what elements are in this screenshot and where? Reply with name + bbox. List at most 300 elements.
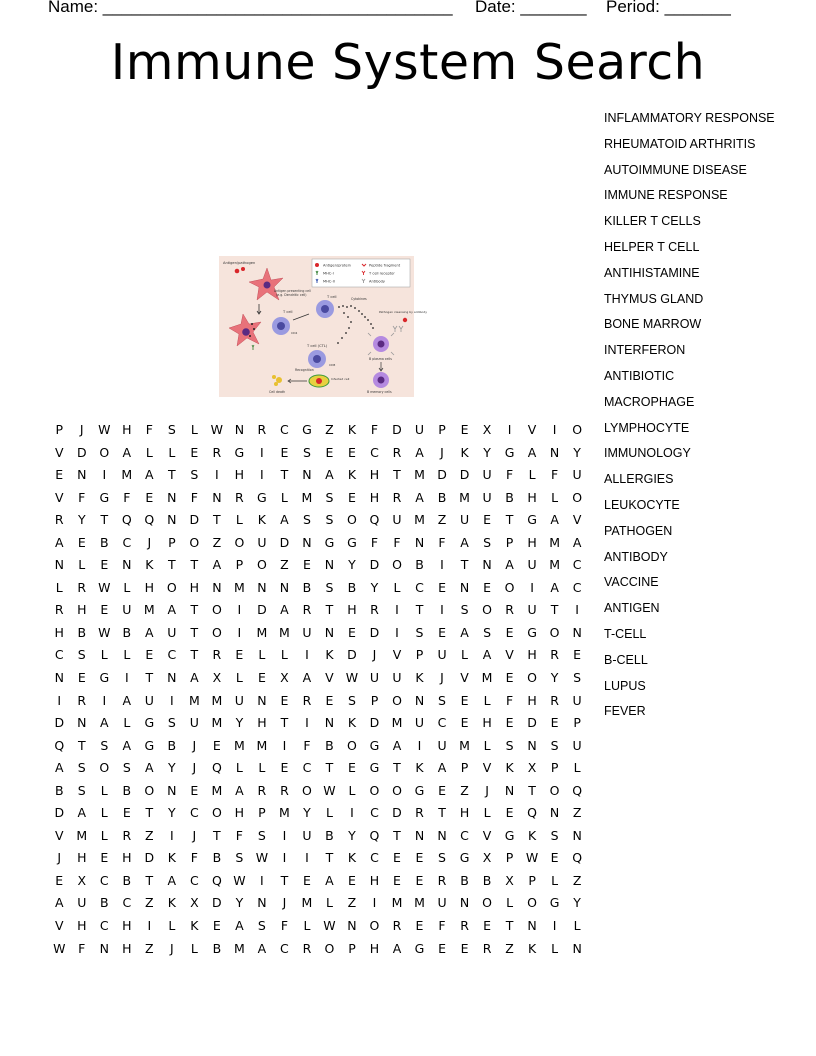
grid-letter[interactable]: M (414, 895, 425, 911)
grid-letter[interactable]: L (190, 422, 198, 437)
grid-letter[interactable]: A (437, 760, 447, 776)
grid-letter[interactable]: S (550, 737, 559, 753)
grid-letter[interactable]: Z (280, 557, 289, 573)
grid-letter[interactable]: O (234, 534, 245, 550)
grid-letter[interactable]: M (211, 782, 223, 798)
grid-letter[interactable]: D (347, 647, 357, 663)
grid-letter[interactable]: P (258, 805, 266, 821)
grid-letter[interactable]: G (234, 444, 245, 460)
grid-letter[interactable]: A (54, 534, 64, 550)
grid-letter[interactable]: F (505, 467, 514, 483)
grid-letter[interactable]: U (392, 670, 402, 686)
grid-letter[interactable]: E (505, 805, 514, 821)
grid-letter[interactable]: R (392, 918, 402, 934)
grid-letter[interactable]: Y (168, 760, 176, 776)
grid-letter[interactable]: V (460, 670, 469, 686)
grid-letter[interactable]: D (369, 715, 380, 731)
grid-letter[interactable]: I (305, 850, 309, 866)
grid-letter[interactable]: K (460, 444, 469, 460)
grid-letter[interactable]: M (279, 624, 290, 640)
grid-letter[interactable]: E (550, 850, 559, 866)
grid-letter[interactable]: N (234, 422, 245, 437)
grid-letter[interactable]: L (123, 579, 131, 595)
grid-letter[interactable]: R (302, 602, 312, 618)
grid-letter[interactable]: C (370, 805, 379, 821)
grid-letter[interactable]: I (102, 692, 107, 708)
grid-letter[interactable]: R (392, 489, 402, 505)
grid-letter[interactable]: C (415, 579, 424, 595)
grid-letter[interactable]: M (188, 692, 200, 708)
grid-letter[interactable]: I (282, 827, 287, 843)
grid-letter[interactable]: G (99, 489, 110, 505)
grid-letter[interactable]: T (213, 827, 221, 843)
grid-letter[interactable]: B (122, 872, 132, 888)
grid-letter[interactable]: J (282, 895, 287, 911)
grid-letter[interactable]: K (167, 895, 176, 911)
grid-letter[interactable]: C (99, 918, 109, 934)
grid-letter[interactable]: O (302, 782, 312, 798)
grid-letter[interactable]: B (100, 895, 109, 911)
grid-letter[interactable]: S (325, 579, 334, 595)
grid-letter[interactable]: B (302, 579, 312, 595)
grid-letter[interactable]: G (414, 940, 425, 956)
grid-letter[interactable]: I (372, 895, 377, 911)
grid-letter[interactable]: E (280, 692, 289, 708)
grid-letter[interactable]: U (414, 715, 425, 731)
grid-letter[interactable]: U (459, 512, 470, 528)
grid-letter[interactable]: U (482, 467, 492, 483)
grid-letter[interactable]: F (280, 918, 289, 934)
grid-letter[interactable]: L (303, 918, 311, 934)
grid-letter[interactable]: O (144, 782, 155, 798)
grid-letter[interactable]: N (414, 827, 425, 843)
grid-letter[interactable]: E (438, 579, 446, 595)
grid-letter[interactable]: M (414, 512, 425, 528)
grid-letter[interactable]: A (54, 895, 64, 911)
grid-letter[interactable]: I (507, 422, 512, 437)
grid-letter[interactable]: I (169, 692, 174, 708)
grid-letter[interactable]: M (256, 624, 268, 640)
grid-letter[interactable]: I (417, 737, 422, 753)
grid-letter[interactable]: S (438, 850, 446, 866)
grid-letter[interactable]: E (438, 782, 446, 798)
grid-letter[interactable]: S (190, 467, 199, 483)
grid-letter[interactable]: X (505, 872, 514, 888)
grid-letter[interactable]: C (572, 579, 582, 595)
grid-letter[interactable]: H (369, 467, 380, 483)
grid-letter[interactable]: M (459, 489, 470, 505)
grid-letter[interactable]: J (485, 782, 489, 798)
grid-letter[interactable]: H (54, 624, 64, 640)
grid-letter[interactable]: Q (572, 850, 583, 866)
grid-letter[interactable]: A (572, 534, 582, 550)
grid-letter[interactable]: O (369, 918, 380, 934)
grid-letter[interactable]: R (550, 692, 559, 708)
grid-letter[interactable]: S (325, 489, 334, 505)
grid-letter[interactable]: A (280, 512, 289, 528)
grid-letter[interactable]: S (77, 647, 86, 663)
grid-letter[interactable]: L (235, 670, 243, 686)
grid-letter[interactable]: N (437, 827, 447, 843)
grid-letter[interactable]: E (235, 647, 244, 663)
grid-letter[interactable]: E (325, 692, 334, 708)
grid-letter[interactable]: D (527, 715, 537, 731)
grid-letter[interactable]: O (527, 670, 537, 686)
grid-letter[interactable]: M (143, 602, 155, 618)
grid-letter[interactable]: J (57, 850, 62, 866)
grid-letter[interactable]: A (145, 624, 154, 640)
grid-letter[interactable]: N (459, 895, 470, 911)
grid-letter[interactable]: Y (550, 670, 559, 686)
grid-letter[interactable]: T (145, 805, 154, 821)
grid-letter[interactable]: O (99, 444, 110, 460)
grid-letter[interactable]: K (415, 670, 424, 686)
grid-letter[interactable]: W (525, 850, 539, 866)
grid-letter[interactable]: H (122, 940, 132, 956)
grid-letter[interactable]: K (167, 850, 176, 866)
grid-letter[interactable]: B (505, 489, 514, 505)
grid-letter[interactable]: T (528, 782, 536, 798)
grid-letter[interactable]: L (573, 760, 581, 776)
grid-letter[interactable]: L (280, 489, 288, 505)
grid-letter[interactable]: H (527, 647, 537, 663)
grid-letter[interactable]: L (551, 872, 559, 888)
grid-letter[interactable]: E (505, 715, 514, 731)
grid-letter[interactable]: R (302, 940, 312, 956)
grid-letter[interactable]: W (323, 918, 336, 934)
grid-letter[interactable]: T (325, 602, 334, 618)
grid-letter[interactable]: S (257, 827, 266, 843)
grid-letter[interactable]: A (460, 624, 469, 640)
grid-letter[interactable]: E (393, 850, 401, 866)
grid-letter[interactable]: D (54, 715, 65, 731)
grid-letter[interactable]: P (550, 760, 559, 776)
grid-letter[interactable]: L (506, 895, 514, 911)
grid-letter[interactable]: L (258, 647, 266, 663)
grid-letter[interactable]: L (348, 782, 356, 798)
grid-letter[interactable]: E (438, 940, 446, 956)
grid-letter[interactable]: S (167, 715, 176, 731)
grid-letter[interactable]: V (392, 647, 402, 663)
grid-letter[interactable]: O (504, 579, 515, 595)
grid-letter[interactable]: N (527, 737, 537, 753)
grid-letter[interactable]: O (572, 489, 583, 505)
grid-letter[interactable]: J (440, 670, 444, 686)
grid-letter[interactable]: A (122, 692, 132, 708)
grid-letter[interactable]: K (347, 715, 357, 731)
grid-letter[interactable]: M (549, 534, 560, 550)
grid-letter[interactable]: Q (211, 760, 222, 776)
grid-letter[interactable]: Q (572, 782, 583, 798)
grid-letter[interactable]: C (302, 760, 312, 776)
grid-letter[interactable]: L (123, 715, 131, 731)
grid-letter[interactable]: X (527, 760, 537, 776)
grid-letter[interactable]: I (237, 602, 242, 618)
grid-letter[interactable]: U (572, 467, 582, 483)
grid-letter[interactable]: H (482, 715, 492, 731)
grid-letter[interactable]: E (100, 557, 109, 573)
grid-letter[interactable]: A (145, 760, 154, 776)
grid-letter[interactable]: S (483, 624, 492, 640)
grid-letter[interactable]: H (189, 579, 200, 595)
grid-letter[interactable]: O (572, 422, 583, 437)
grid-letter[interactable]: T (393, 760, 401, 776)
grid-letter[interactable]: A (325, 872, 334, 888)
grid-letter[interactable]: E (190, 782, 199, 798)
grid-letter[interactable]: H (369, 489, 380, 505)
grid-letter[interactable]: U (437, 737, 447, 753)
grid-letter[interactable]: G (257, 489, 267, 505)
grid-letter[interactable]: U (482, 489, 492, 505)
grid-letter[interactable]: P (460, 760, 469, 776)
grid-letter[interactable]: E (505, 670, 514, 686)
grid-letter[interactable]: O (482, 602, 492, 618)
grid-letter[interactable]: O (347, 737, 357, 753)
grid-letter[interactable]: W (233, 872, 246, 888)
grid-letter[interactable]: E (550, 715, 559, 731)
grid-letter[interactable]: R (257, 782, 267, 798)
grid-letter[interactable]: E (280, 444, 289, 460)
grid-letter[interactable]: L (123, 647, 131, 663)
grid-letter[interactable]: S (122, 760, 131, 776)
grid-letter[interactable]: G (144, 737, 155, 753)
grid-letter[interactable]: O (99, 760, 110, 776)
grid-letter[interactable]: A (145, 467, 154, 483)
grid-letter[interactable]: I (530, 579, 534, 595)
grid-letter[interactable]: V (325, 670, 334, 686)
grid-letter[interactable]: O (549, 782, 560, 798)
grid-letter[interactable]: U (392, 512, 402, 528)
grid-letter[interactable]: M (233, 940, 245, 956)
grid-letter[interactable]: L (551, 940, 559, 956)
grid-letter[interactable]: K (347, 422, 357, 437)
grid-letter[interactable]: E (280, 760, 289, 776)
grid-letter[interactable]: N (482, 557, 492, 573)
grid-letter[interactable]: U (527, 602, 537, 618)
grid-letter[interactable]: Z (212, 534, 222, 550)
grid-letter[interactable]: P (505, 850, 514, 866)
grid-letter[interactable]: T (168, 557, 176, 573)
grid-letter[interactable]: A (190, 670, 199, 686)
grid-letter[interactable]: H (527, 692, 537, 708)
grid-letter[interactable]: K (527, 940, 537, 956)
grid-letter[interactable]: T (168, 467, 176, 483)
grid-letter[interactable]: A (235, 782, 244, 798)
grid-letter[interactable]: L (100, 782, 108, 798)
grid-letter[interactable]: B (482, 872, 492, 888)
grid-letter[interactable]: A (235, 918, 244, 934)
grid-letter[interactable]: N (212, 579, 222, 595)
grid-letter[interactable]: T (190, 557, 199, 573)
grid-letter[interactable]: E (55, 872, 64, 888)
grid-letter[interactable]: U (437, 647, 447, 663)
grid-letter[interactable]: I (305, 715, 309, 731)
grid-letter[interactable]: F (505, 692, 514, 708)
grid-letter[interactable]: E (100, 602, 109, 618)
grid-letter[interactable]: B (212, 940, 222, 956)
grid-letter[interactable]: V (54, 444, 64, 460)
grid-letter[interactable]: G (414, 782, 425, 798)
grid-letter[interactable]: Y (483, 444, 491, 460)
grid-letter[interactable]: F (145, 422, 153, 437)
grid-letter[interactable]: H (77, 602, 87, 618)
grid-letter[interactable]: R (280, 782, 289, 798)
grid-letter[interactable]: G (527, 512, 537, 528)
grid-letter[interactable]: L (100, 647, 108, 663)
grid-letter[interactable]: F (123, 489, 131, 505)
grid-letter[interactable]: A (257, 940, 267, 956)
grid-letter[interactable]: A (392, 737, 402, 753)
grid-letter[interactable]: F (303, 737, 311, 753)
grid-letter[interactable]: R (370, 602, 379, 618)
grid-letter[interactable]: Q (144, 512, 155, 528)
grid-letter[interactable]: T (280, 872, 289, 888)
grid-letter[interactable]: T (190, 624, 199, 640)
grid-letter[interactable]: B (325, 737, 334, 753)
grid-letter[interactable]: F (370, 534, 379, 550)
grid-letter[interactable]: F (78, 489, 86, 505)
grid-letter[interactable]: N (122, 557, 132, 573)
grid-letter[interactable]: F (438, 534, 446, 550)
grid-letter[interactable]: E (483, 512, 491, 528)
grid-letter[interactable]: W (53, 940, 66, 956)
grid-letter[interactable]: T (505, 512, 514, 528)
grid-letter[interactable]: H (257, 715, 267, 731)
grid-letter[interactable]: R (77, 579, 87, 595)
grid-letter[interactable]: A (54, 760, 64, 776)
grid-letter[interactable]: Y (235, 895, 244, 911)
grid-letter[interactable]: U (527, 557, 537, 573)
grid-letter[interactable]: B (54, 782, 64, 798)
grid-letter[interactable]: I (237, 624, 242, 640)
grid-letter[interactable]: I (260, 467, 264, 483)
grid-letter[interactable]: N (279, 579, 290, 595)
grid-letter[interactable]: R (392, 444, 402, 460)
grid-letter[interactable]: L (461, 647, 469, 663)
grid-letter[interactable]: S (257, 918, 266, 934)
grid-letter[interactable]: O (347, 512, 357, 528)
grid-letter[interactable]: Z (437, 512, 447, 528)
grid-letter[interactable]: E (257, 670, 266, 686)
grid-letter[interactable]: U (122, 602, 132, 618)
date-field[interactable]: Date: _______ (475, 0, 587, 16)
grid-letter[interactable]: W (255, 850, 269, 866)
grid-letter[interactable]: N (212, 489, 222, 505)
grid-letter[interactable]: Z (145, 940, 154, 956)
grid-letter[interactable]: M (211, 692, 223, 708)
grid-letter[interactable]: C (54, 647, 64, 663)
grid-letter[interactable]: N (414, 534, 425, 550)
grid-letter[interactable]: H (527, 489, 537, 505)
grid-letter[interactable]: Z (347, 895, 357, 911)
grid-letter[interactable]: S (415, 624, 424, 640)
grid-letter[interactable]: L (100, 805, 108, 821)
grid-letter[interactable]: C (189, 805, 199, 821)
grid-letter[interactable]: O (166, 579, 177, 595)
grid-letter[interactable]: I (395, 624, 399, 640)
grid-letter[interactable]: H (122, 918, 132, 934)
grid-letter[interactable]: N (324, 557, 335, 573)
grid-letter[interactable]: F (370, 422, 379, 437)
grid-letter[interactable]: G (527, 624, 537, 640)
grid-letter[interactable]: O (211, 602, 222, 618)
grid-letter[interactable]: W (345, 670, 359, 686)
grid-letter[interactable]: P (438, 422, 446, 437)
grid-letter[interactable]: I (575, 602, 579, 618)
grid-letter[interactable]: H (77, 918, 87, 934)
grid-letter[interactable]: V (54, 827, 64, 843)
name-field[interactable]: Name: _____________________________________ (48, 0, 453, 16)
grid-letter[interactable]: A (527, 444, 537, 460)
grid-letter[interactable]: O (211, 805, 222, 821)
grid-letter[interactable]: T (393, 467, 401, 483)
grid-letter[interactable]: Y (348, 557, 356, 573)
grid-letter[interactable]: S (302, 444, 311, 460)
grid-letter[interactable]: E (505, 624, 514, 640)
grid-letter[interactable]: V (572, 512, 582, 528)
grid-letter[interactable]: N (167, 782, 177, 798)
grid-letter[interactable]: N (572, 940, 582, 956)
grid-letter[interactable]: L (483, 692, 491, 708)
grid-letter[interactable]: E (122, 805, 131, 821)
grid-letter[interactable]: R (212, 647, 222, 663)
grid-letter[interactable]: I (57, 692, 62, 708)
grid-letter[interactable]: P (573, 715, 581, 731)
grid-letter[interactable]: H (234, 805, 245, 821)
grid-letter[interactable]: Q (121, 512, 132, 528)
grid-letter[interactable]: B (167, 737, 177, 753)
grid-letter[interactable]: M (233, 579, 245, 595)
grid-letter[interactable]: I (350, 805, 354, 821)
grid-letter[interactable]: E (348, 624, 356, 640)
grid-letter[interactable]: D (189, 512, 200, 528)
grid-letter[interactable]: W (323, 782, 336, 798)
grid-letter[interactable]: D (54, 805, 65, 821)
grid-letter[interactable]: F (551, 467, 559, 483)
grid-letter[interactable]: U (77, 895, 87, 911)
grid-letter[interactable]: N (54, 557, 64, 573)
grid-letter[interactable]: B (212, 850, 222, 866)
grid-letter[interactable]: T (325, 850, 334, 866)
grid-letter[interactable]: S (77, 760, 86, 776)
grid-letter[interactable]: K (505, 760, 514, 776)
grid-letter[interactable]: E (348, 489, 356, 505)
grid-letter[interactable]: S (347, 692, 356, 708)
grid-letter[interactable]: H (122, 850, 132, 866)
grid-letter[interactable]: U (234, 692, 244, 708)
grid-letter[interactable]: J (169, 940, 174, 956)
grid-letter[interactable]: J (372, 647, 377, 663)
grid-letter[interactable]: V (505, 647, 514, 663)
grid-letter[interactable]: M (459, 737, 470, 753)
grid-letter[interactable]: D (392, 805, 402, 821)
grid-letter[interactable]: C (460, 827, 469, 843)
grid-letter[interactable]: Z (145, 895, 154, 911)
grid-letter[interactable]: D (369, 557, 380, 573)
grid-letter[interactable]: R (415, 805, 424, 821)
grid-letter[interactable]: A (302, 670, 312, 686)
grid-letter[interactable]: T (415, 602, 424, 618)
grid-letter[interactable]: L (190, 940, 198, 956)
grid-letter[interactable]: B (347, 579, 357, 595)
grid-letter[interactable]: E (77, 534, 86, 550)
grid-letter[interactable]: A (280, 602, 289, 618)
grid-letter[interactable]: A (415, 444, 424, 460)
grid-letter[interactable]: M (211, 715, 223, 731)
grid-letter[interactable]: T (505, 918, 514, 934)
grid-letter[interactable]: C (370, 850, 379, 866)
grid-letter[interactable]: L (551, 489, 559, 505)
